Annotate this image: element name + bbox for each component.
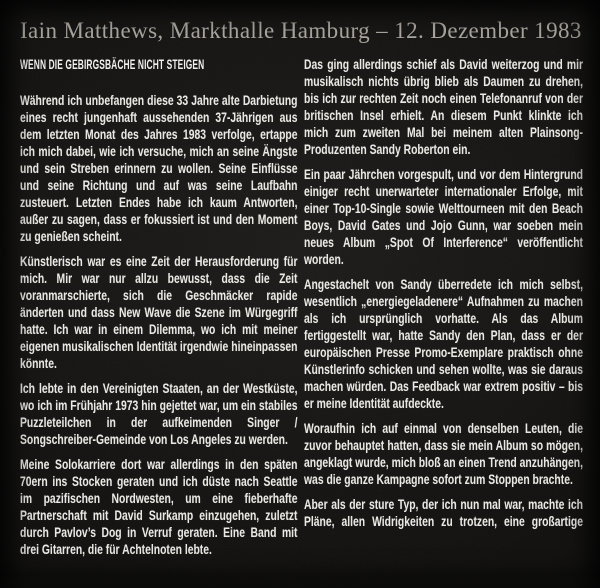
paragraph-right-2: Ein paar Jährchen vorgespult, und vor dem Hintergrund einiger recht unerwarteter internationaler Erfolge, mit einer Top-10-Single sowie Welttourneen mit den Beach Boys, David Gates und Jojo Gunn, war soeben mein neues Album „Spot Of Interference“ veröffentlicht worden. — [304, 166, 583, 267]
paragraph-left-4: Meine Solokarriere dort war allerdings in den späten 70ern ins Stocken geraten und ich düste nach Seattle im pazifischen Nordwesten, um eine fieberhafte Partnerschaft mit David Surkamp einzugehen, zuletzt durch Pavlov’s Dog in Verruf geraten. Eine Band mit drei Gitarren, die für Achtelnoten lebte. — [20, 456, 298, 557]
paragraph-right-1: Das ging allerdings schief als David weiterzog und mir musikalisch nichts übrig blieb als Daumen zu drehen, bis ich zur rechten Zeit noch einen Telefonanruf von der britischen Insel erhielt. An diesem Punkt klinkte ich mich zum zweiten Mal bei meinem alten Plainsong-Produzenten Sandy Roberton ein. — [304, 56, 583, 157]
page-title: Iain Matthews, Markthalle Hamburg – 12. Dezember 1983 — [20, 18, 582, 43]
paragraph-left-1: Während ich unbefangen diese 33 Jahre alte Darbietung eines recht jungenhaft aussehenden 37-Jährigen aus dem letzten Monat des Jahres 1983 verfolge, ertappe ich mich dabei, wie ich versuche, mich an seine Ängste und sein Streben erinnern zu wollen. Seine Einflüsse und seine Richtung und auf was seine Laufbahn zusteuert. Letzten Endes habe ich kaum Antworten, außer zu sagen, dass er fokussiert ist und den Moment zu genießen scheint. — [20, 92, 298, 244]
paragraph-right-4: Woraufhin ich auf einmal von denselben Leuten, die zuvor behauptet hatten, dass sie mein Album so mögen, angeklagt wurde, mich bloß an einen Trend anzuhängen, was die ganze Kampagne sofort zum Stoppen brachte. — [304, 420, 583, 487]
scan-edge-bottom — [0, 575, 600, 588]
right-column — [304, 56, 583, 530]
paragraph-left-2: Künstlerisch war es eine Zeit der Herausforderung für mich. Mir war nur allzu bewusst, dass die Zeit voranmarschierte, sich die Geschmäcker rapide änderten und dass New Wave die Szene im Würgegriff hatte. Ich war in einem Dilemma, wo ich mit meiner eigenen musikalischen Identität irgendwie hineinpassen könnte. — [20, 253, 298, 371]
paragraph-right-3: Angestachelt von Sandy überredete ich mich selbst, wesentlich „energiegeladenere“ Aufnahmen zu machen als ich ursprünglich vorhatte. Als das Album fertiggestellt war, hatte Sandy den Plan, dass er der europäischen Presse Promo-Exemplare praktisch ohne Künstlerinfo schicken und sehen wollte, was sie daraus machen würden. Das Feedback war extrem positiv – bis er meine Identität aufdeckte. — [304, 276, 583, 411]
section-heading: WENN DIE GEBIRGSBÄCHE NICHT STEIGEN — [20, 56, 205, 72]
left-column — [20, 92, 298, 558]
paragraph-right-5-continued: Aber als der sture Typ, der ich nun mal war, machte ich Pläne, allen Widrigkeiten zu trotzen, eine großartige — [304, 496, 583, 529]
paragraph-left-3: Ich lebte in den Vereinigten Staaten, an der Westküste, wo ich im Frühjahr 1973 hin gejettet war, um ein stabiles Puzzleteilchen in der aufkeimenden Singer / Songschreiber-Gemeinde von Los Angeles zu werden. — [20, 380, 298, 447]
